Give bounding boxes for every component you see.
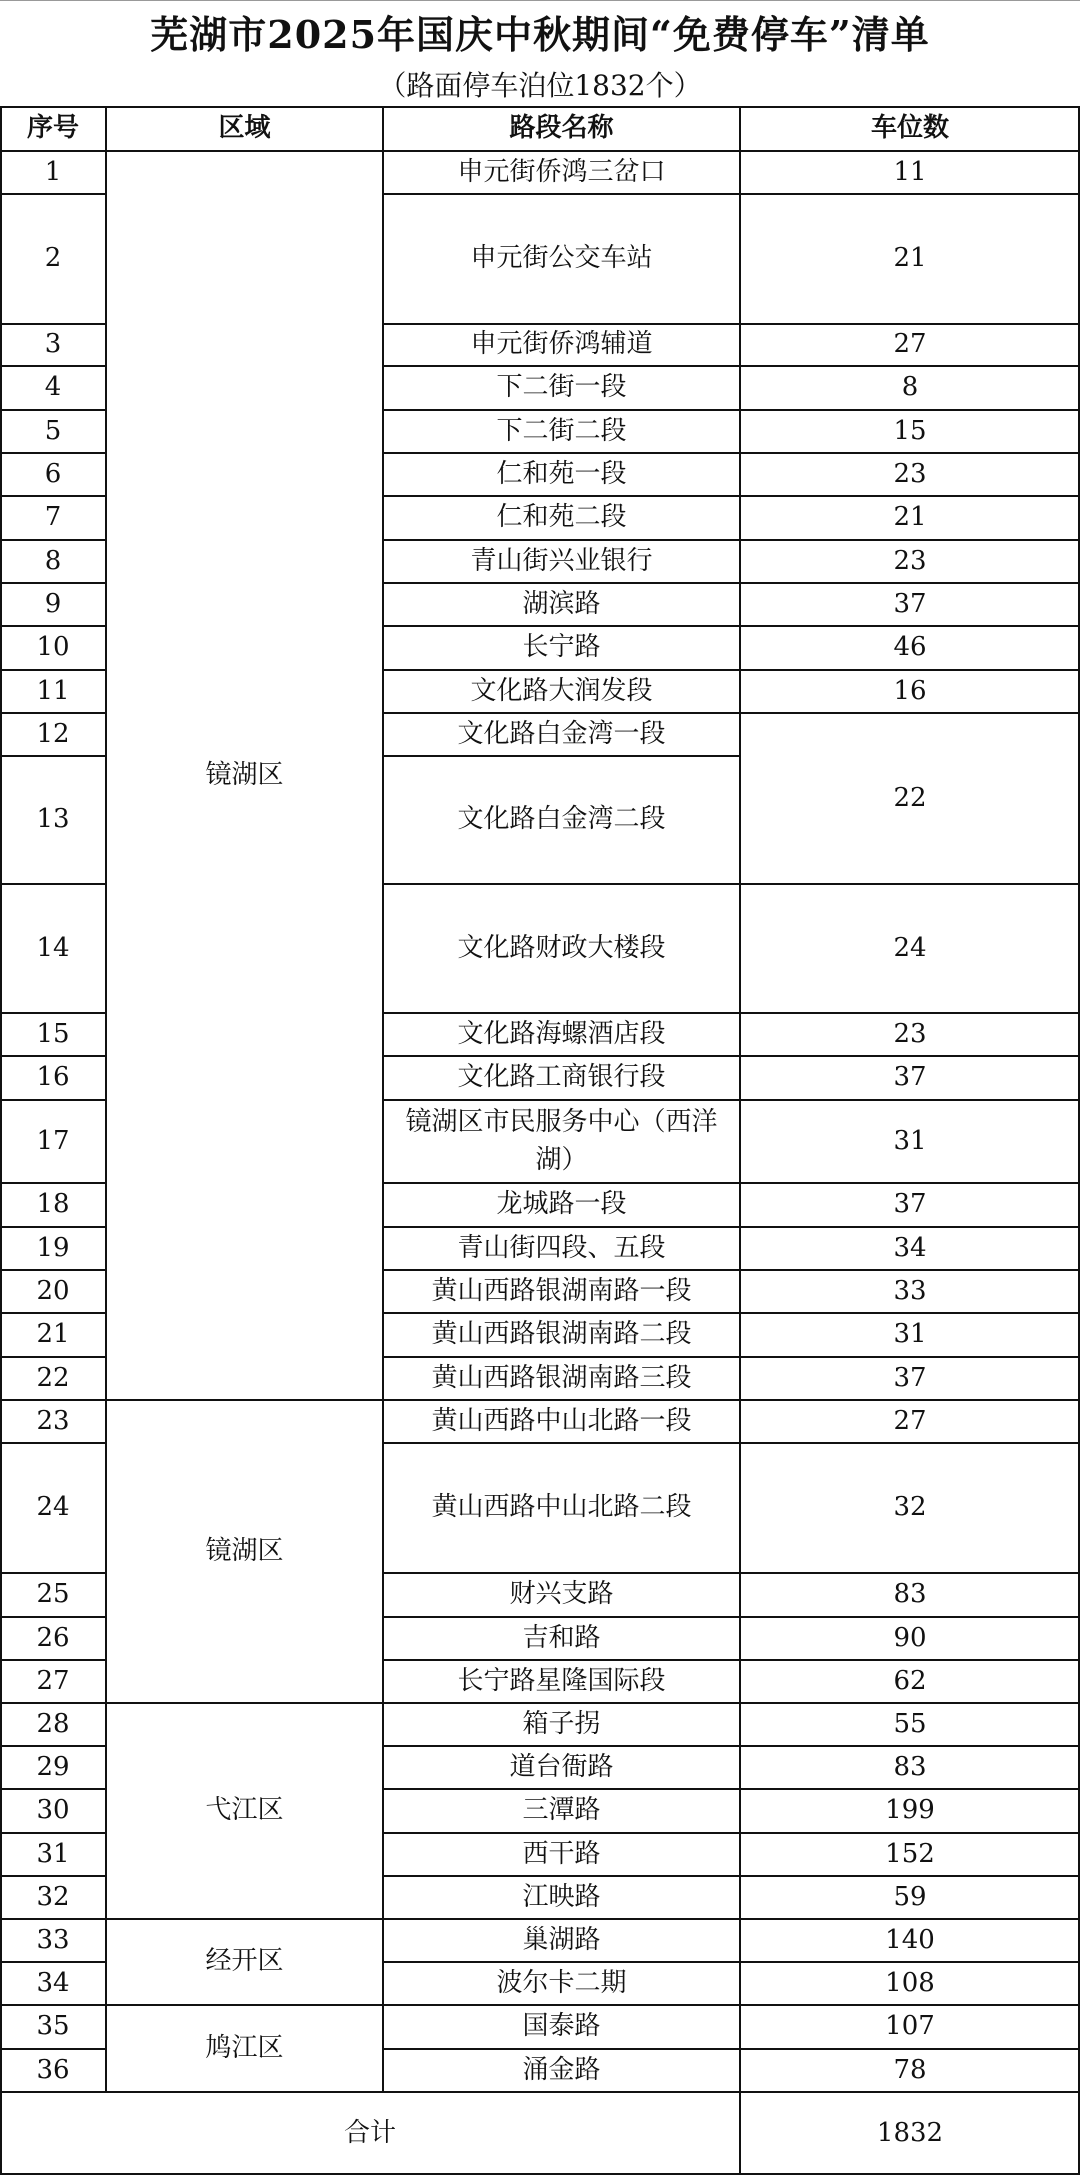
district-cell: 鸠江区	[205, 2032, 284, 2063]
row-seq: 17	[36, 1125, 70, 1156]
grid-row-line	[0, 1745, 106, 1747]
total-value: 1832	[876, 2117, 944, 2148]
row-seq: 5	[44, 415, 62, 446]
row-seq: 25	[36, 1579, 70, 1610]
row-spaces: 31	[893, 1319, 927, 1350]
grid-spaces-line	[740, 1659, 1080, 1661]
grid-row-line	[383, 193, 740, 195]
row-road-name: 黄山西路中山北路二段	[431, 1492, 692, 1523]
row-road-name: 巢湖路	[522, 1924, 601, 1955]
row-seq: 18	[36, 1189, 70, 1220]
grid-total-top	[0, 2091, 1080, 2093]
row-seq: 8	[44, 545, 62, 576]
grid-spaces-line	[740, 582, 1080, 584]
row-spaces: 107	[885, 2011, 935, 2042]
grid-row-line	[383, 1702, 740, 1704]
row-road-name: 财兴支路	[509, 1579, 614, 1610]
row-road-name: 道台衙路	[509, 1751, 614, 1782]
grid-header-bottom	[0, 150, 1080, 152]
row-road-name: 黄山西路中山北路一段	[431, 1405, 692, 1436]
row-seq: 21	[36, 1319, 70, 1350]
grid-row-line	[383, 539, 740, 541]
row-seq: 20	[36, 1275, 70, 1306]
grid-row-line	[383, 1099, 740, 1101]
grid-spaces-line	[740, 495, 1080, 497]
grid-row-line	[383, 1788, 740, 1790]
grid-row-line	[0, 1099, 106, 1101]
grid-row-line	[0, 2048, 106, 2050]
district-cell: 镜湖区	[205, 1535, 284, 1566]
row-spaces: 37	[893, 1062, 927, 1093]
row-road-name: 箱子拐	[522, 1708, 601, 1739]
grid-row-line	[383, 1616, 740, 1618]
row-spaces: 34	[893, 1232, 927, 1263]
row-spaces: 27	[893, 329, 927, 360]
grid-row-line	[0, 1312, 106, 1314]
grid-row-line	[383, 365, 740, 367]
grid-district-line	[106, 1702, 383, 1704]
row-spaces: 152	[885, 1838, 935, 1869]
grid-spaces-line	[740, 1918, 1080, 1920]
row-seq: 35	[36, 2011, 70, 2042]
row-spaces: 27	[893, 1405, 927, 1436]
row-seq: 33	[36, 1924, 70, 1955]
row-road-name: 长宁路星隆国际段	[457, 1665, 666, 1696]
row-spaces: 32	[893, 1492, 927, 1523]
grid-row-line	[0, 1961, 106, 1963]
row-road-name: 申元街侨鸿三岔口	[457, 156, 666, 187]
row-seq: 2	[44, 243, 62, 274]
grid-row-line	[383, 1312, 740, 1314]
grid-row-line	[383, 1659, 740, 1661]
grid-row-line	[0, 1875, 106, 1877]
grid-row-line	[383, 409, 740, 411]
row-road-name: 文化路工商银行段	[457, 1062, 666, 1093]
grid-row-line	[383, 1745, 740, 1747]
grid-row-line	[0, 2004, 106, 2006]
row-seq: 30	[36, 1795, 70, 1826]
row-seq: 14	[36, 932, 70, 963]
grid-row-line	[383, 1832, 740, 1834]
row-road-name: 波尔卡二期	[496, 1967, 627, 1998]
row-seq: 27	[36, 1665, 70, 1696]
row-spaces: 83	[893, 1579, 927, 1610]
page-title: 芜湖市2025年国庆中秋期间“免费停车”清单	[150, 11, 930, 57]
row-seq: 26	[36, 1622, 70, 1653]
grid-spaces-line	[740, 1875, 1080, 1877]
grid-row-line	[0, 1442, 106, 1444]
row-road-name: 文化路白金湾二段	[457, 804, 666, 835]
row-road-name: 文化路海螺酒店段	[457, 1018, 666, 1049]
row-spaces: 31	[893, 1125, 927, 1156]
row-road-name: 文化路大润发段	[470, 675, 653, 706]
grid-district-line	[106, 1399, 383, 1401]
grid-row-line	[383, 712, 740, 714]
page-subtitle: （路面停车泊位1832个）	[378, 69, 702, 102]
row-seq: 1	[44, 156, 62, 187]
header-spaces: 车位数	[870, 113, 949, 144]
row-spaces: 37	[893, 588, 927, 619]
row-road-name: 仁和苑二段	[496, 502, 627, 533]
row-road-name: 黄山西路银湖南路三段	[431, 1362, 692, 1393]
grid-row-line	[383, 1442, 740, 1444]
grid-row-line	[0, 755, 106, 757]
row-spaces: 140	[885, 1924, 935, 1955]
row-seq: 24	[36, 1492, 70, 1523]
row-spaces: 11	[893, 156, 927, 187]
grid-row-line	[383, 2004, 740, 2006]
row-spaces: 23	[893, 1018, 927, 1049]
grid-row-line	[0, 1616, 106, 1618]
grid-row-line	[0, 712, 106, 714]
row-seq: 34	[36, 1967, 70, 1998]
district-cell: 镜湖区	[205, 759, 284, 790]
row-seq: 36	[36, 2054, 70, 2085]
grid-spaces-line	[740, 1616, 1080, 1618]
grid-row-line	[383, 2048, 740, 2050]
grid-row-line	[0, 1269, 106, 1271]
row-road-name: 仁和苑一段	[496, 458, 627, 489]
row-spaces: 37	[893, 1189, 927, 1220]
row-spaces: 33	[893, 1275, 927, 1306]
grid-spaces-line	[740, 1356, 1080, 1358]
row-road-name: 文化路财政大楼段	[457, 932, 666, 963]
grid-vline-road	[739, 107, 741, 2175]
row-seq: 7	[44, 502, 62, 533]
row-road-name: 长宁路	[522, 632, 601, 663]
row-spaces: 24	[893, 932, 927, 963]
grid-vline-district	[382, 107, 384, 2092]
grid-row-line	[383, 1961, 740, 1963]
grid-row-line	[383, 1572, 740, 1574]
grid-spaces-line	[740, 625, 1080, 627]
row-road-name: 国泰路	[522, 2011, 601, 2042]
grid-row-line	[383, 495, 740, 497]
grid-row-line	[383, 1918, 740, 1920]
grid-spaces-line	[740, 539, 1080, 541]
row-spaces: 15	[893, 415, 927, 446]
grid-spaces-line	[740, 1182, 1080, 1184]
header-district: 区域	[218, 113, 271, 144]
grid-row-line	[0, 1659, 106, 1661]
row-spaces: 46	[893, 632, 927, 663]
grid-row-line	[0, 1832, 106, 1834]
row-seq: 3	[44, 329, 62, 360]
row-spaces: 37	[893, 1362, 927, 1393]
grid-row-line	[0, 1226, 106, 1228]
grid-spaces-line	[740, 409, 1080, 411]
row-seq: 13	[36, 804, 70, 835]
grid-row-line	[0, 323, 106, 325]
grid-spaces-line	[740, 1788, 1080, 1790]
grid-row-line	[383, 1055, 740, 1057]
grid-row-line	[0, 1572, 106, 1574]
grid-spaces-line	[740, 2004, 1080, 2006]
row-road-name: 镜湖区市民服务中心（西洋湖）	[405, 1106, 718, 1175]
grid-spaces-line	[740, 1442, 1080, 1444]
grid-spaces-line	[740, 1012, 1080, 1014]
row-spaces: 23	[893, 545, 927, 576]
district-cell: 弋江区	[205, 1795, 284, 1826]
grid-spaces-line	[740, 1745, 1080, 1747]
row-spaces: 16	[893, 675, 927, 706]
row-road-name: 黄山西路银湖南路二段	[431, 1319, 692, 1350]
grid-spaces-line	[740, 712, 1080, 714]
row-spaces: 78	[893, 2054, 927, 2085]
row-seq: 23	[36, 1405, 70, 1436]
row-spaces: 59	[893, 1881, 927, 1912]
row-spaces: 199	[885, 1795, 935, 1826]
grid-spaces-line	[740, 883, 1080, 885]
row-road-name: 青山街兴业银行	[470, 545, 653, 576]
row-road-name: 龙城路一段	[496, 1189, 627, 1220]
grid-row-line	[0, 1182, 106, 1184]
row-spaces: 83	[893, 1751, 927, 1782]
row-seq: 6	[44, 458, 62, 489]
row-seq: 12	[36, 718, 70, 749]
grid-row-line	[0, 193, 106, 195]
row-road-name: 黄山西路银湖南路一段	[431, 1275, 692, 1306]
grid-row-line	[0, 625, 106, 627]
grid-row-line	[0, 1012, 106, 1014]
grid-header-top	[0, 106, 1080, 108]
row-spaces: 22	[893, 782, 927, 813]
row-road-name: 下二街一段	[496, 372, 627, 403]
grid-row-line	[0, 1356, 106, 1358]
grid-left-border	[0, 107, 2, 2175]
row-seq: 4	[44, 372, 62, 403]
row-road-name: 下二街二段	[496, 415, 627, 446]
row-seq: 9	[44, 588, 62, 619]
row-road-name: 湖滨路	[522, 588, 601, 619]
row-road-name: 吉和路	[522, 1622, 601, 1653]
grid-spaces-line	[740, 452, 1080, 454]
row-road-name: 文化路白金湾一段	[457, 718, 666, 749]
row-spaces: 21	[893, 243, 927, 274]
grid-row-line	[383, 1226, 740, 1228]
grid-spaces-line	[740, 669, 1080, 671]
grid-row-line	[0, 539, 106, 541]
row-spaces: 108	[885, 1967, 935, 1998]
row-road-name: 江映路	[522, 1881, 601, 1912]
row-seq: 29	[36, 1751, 70, 1782]
row-spaces: 21	[893, 502, 927, 533]
grid-spaces-line	[740, 193, 1080, 195]
row-spaces: 8	[901, 372, 919, 403]
district-cell: 经开区	[205, 1946, 284, 1977]
row-spaces: 90	[893, 1622, 927, 1653]
header-road-name: 路段名称	[509, 113, 614, 144]
grid-spaces-line	[740, 365, 1080, 367]
grid-row-line	[383, 582, 740, 584]
row-road-name: 涌金路	[522, 2054, 601, 2085]
grid-spaces-line	[740, 1399, 1080, 1401]
header-seq: 序号	[26, 113, 79, 144]
grid-spaces-line	[740, 1572, 1080, 1574]
grid-row-line	[0, 1788, 106, 1790]
row-spaces: 55	[893, 1708, 927, 1739]
grid-spaces-line	[740, 1226, 1080, 1228]
grid-row-line	[383, 1356, 740, 1358]
grid-row-line	[383, 1399, 740, 1401]
grid-row-line	[0, 365, 106, 367]
row-seq: 10	[36, 632, 70, 663]
row-seq: 11	[36, 675, 70, 706]
grid-row-line	[383, 1012, 740, 1014]
grid-spaces-line	[740, 1312, 1080, 1314]
grid-row-line	[0, 883, 106, 885]
grid-vline-seq	[105, 107, 107, 2092]
grid-spaces-line	[740, 1961, 1080, 1963]
grid-spaces-line	[740, 1055, 1080, 1057]
row-seq: 28	[36, 1708, 70, 1739]
grid-row-line	[383, 323, 740, 325]
grid-row-line	[383, 625, 740, 627]
grid-row-line	[0, 1055, 106, 1057]
grid-spaces-line	[740, 1099, 1080, 1101]
grid-spaces-line	[740, 1702, 1080, 1704]
row-road-name: 申元街公交车站	[470, 243, 653, 274]
grid-row-line	[383, 883, 740, 885]
grid-row-line	[0, 409, 106, 411]
grid-row-line	[0, 495, 106, 497]
grid-row-line	[0, 1702, 106, 1704]
row-road-name: 三潭路	[522, 1795, 601, 1826]
grid-row-line	[0, 669, 106, 671]
grid-row-line	[383, 755, 740, 757]
row-seq: 16	[36, 1062, 70, 1093]
row-seq: 22	[36, 1362, 70, 1393]
row-road-name: 青山街四段、五段	[457, 1232, 666, 1263]
row-road-name: 申元街侨鸿辅道	[470, 329, 653, 360]
grid-spaces-line	[740, 323, 1080, 325]
grid-row-line	[383, 1182, 740, 1184]
grid-row-line	[0, 582, 106, 584]
row-seq: 15	[36, 1018, 70, 1049]
grid-row-line	[0, 1918, 106, 1920]
grid-spaces-line	[740, 2048, 1080, 2050]
grid-row-line	[383, 452, 740, 454]
grid-district-line	[106, 1918, 383, 1920]
grid-row-line	[0, 1399, 106, 1401]
grid-spaces-line	[740, 1832, 1080, 1834]
grid-spaces-line	[740, 1269, 1080, 1271]
row-seq: 32	[36, 1881, 70, 1912]
total-label: 合计	[343, 2117, 396, 2148]
grid-row-line	[383, 669, 740, 671]
row-seq: 31	[36, 1838, 70, 1869]
row-road-name: 西干路	[522, 1838, 601, 1869]
grid-row-line	[0, 452, 106, 454]
grid-district-line	[106, 2004, 383, 2006]
grid-row-line	[383, 1875, 740, 1877]
grid-row-line	[383, 1269, 740, 1271]
row-spaces: 23	[893, 458, 927, 489]
row-spaces: 62	[893, 1665, 927, 1696]
row-seq: 19	[36, 1232, 70, 1263]
